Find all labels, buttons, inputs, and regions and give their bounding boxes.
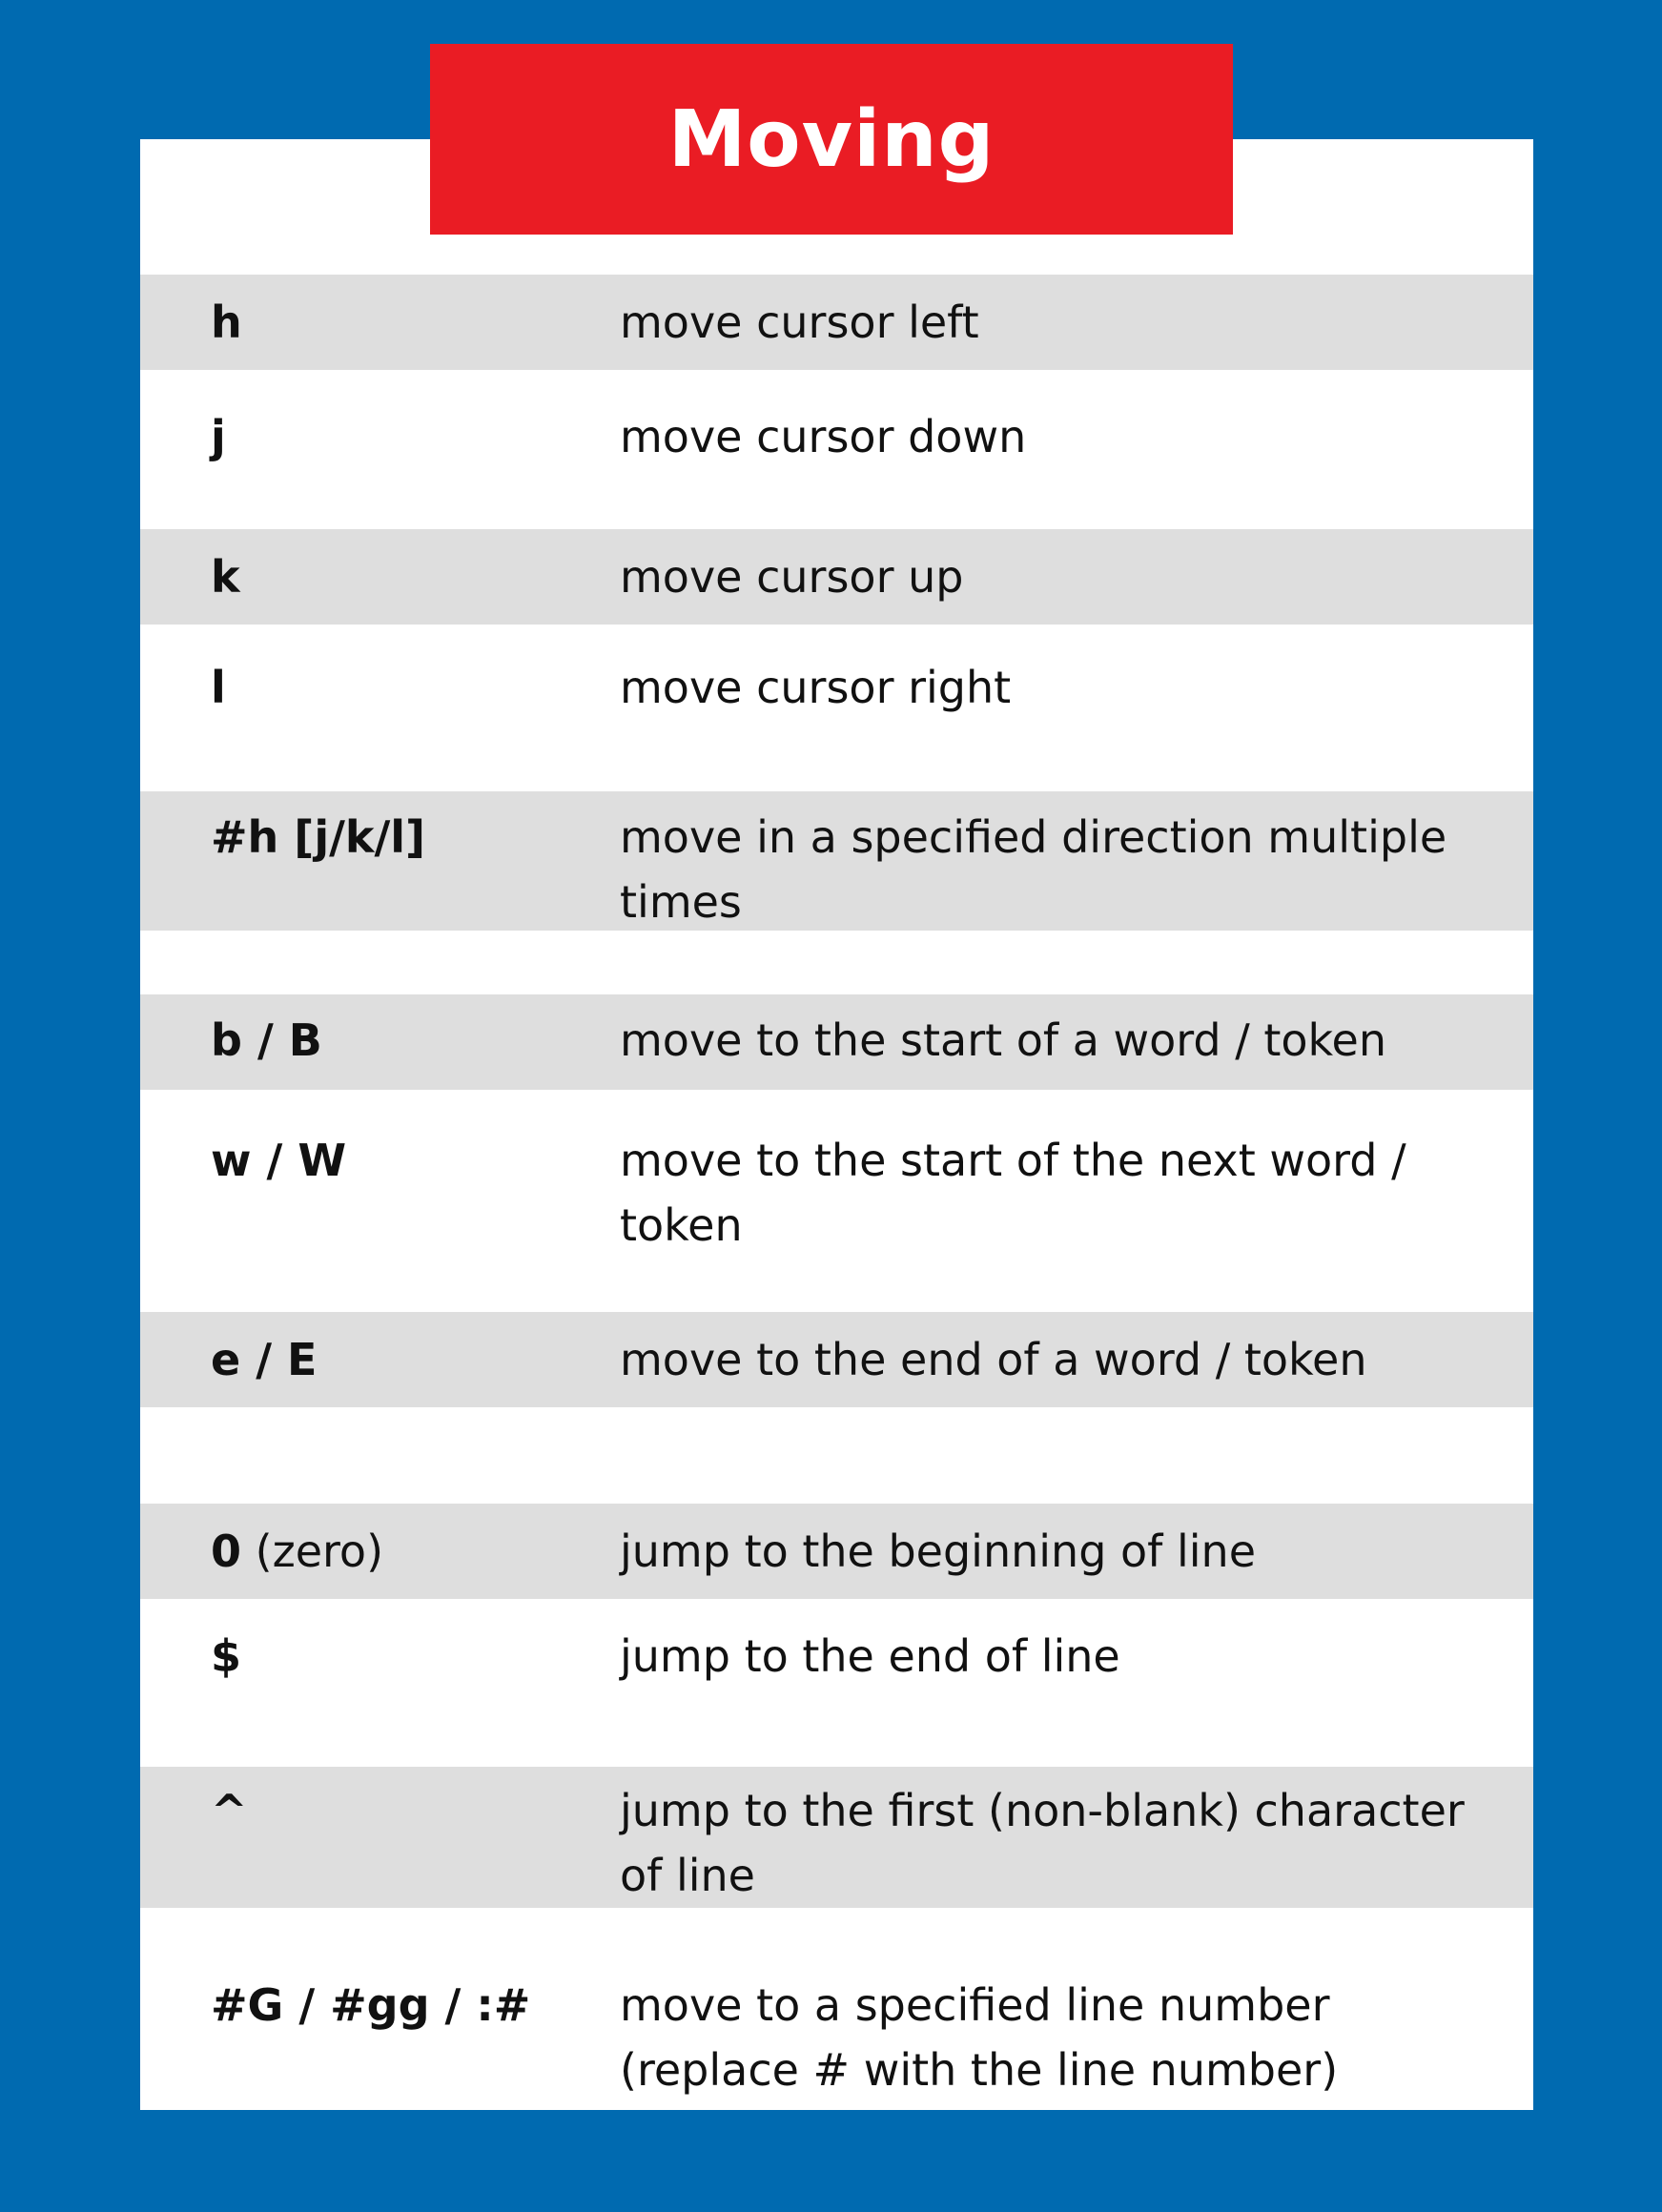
command-key: l [211, 662, 226, 713]
command-key: e / E [211, 1334, 318, 1385]
command-description: move cursor right [620, 662, 1012, 713]
command-row [140, 625, 1533, 791]
command-description: move to the start of the next word / token [620, 1135, 1406, 1251]
command-description: move cursor down [620, 411, 1027, 462]
command-row [140, 791, 1533, 931]
command-key-note: (zero) [241, 1526, 384, 1577]
command-key: w / W [211, 1135, 347, 1186]
command-description: move to the end of a word / token [620, 1334, 1367, 1385]
command-key: k [211, 551, 240, 603]
command-row [140, 275, 1533, 370]
command-row [140, 529, 1533, 625]
command-row [140, 1767, 1533, 1908]
command-description: jump to the first (non-blank) character of line [620, 1785, 1465, 1901]
command-description: move in a specified direction multiple times [620, 811, 1447, 928]
title-banner: Moving [430, 44, 1233, 235]
command-row [140, 1908, 1533, 2110]
command-row [140, 370, 1533, 529]
command-description: jump to the beginning of line [620, 1526, 1256, 1577]
command-description: move to a specified line number (replace # with the line number) [620, 1979, 1339, 2096]
command-key: ^ [211, 1785, 248, 1836]
command-key: b / B [211, 1014, 322, 1066]
command-description: move to the start of a word / token [620, 1014, 1386, 1066]
command-key-main: 0 [211, 1526, 242, 1577]
command-key: #G / #gg / :# [211, 1979, 531, 2031]
command-row [140, 1599, 1533, 1767]
command-key: #h [j/k/l] [211, 811, 426, 863]
command-key [211, 1519, 383, 1584]
command-row [140, 1312, 1533, 1407]
command-key: $ [211, 1630, 242, 1682]
command-key: j [211, 411, 226, 462]
command-description: move cursor left [620, 297, 979, 348]
command-key: h [211, 297, 242, 348]
command-description: move cursor up [620, 551, 964, 603]
command-row [140, 1090, 1533, 1312]
command-row [140, 994, 1533, 1090]
command-row [140, 1504, 1533, 1599]
command-description: jump to the end of line [620, 1630, 1120, 1682]
